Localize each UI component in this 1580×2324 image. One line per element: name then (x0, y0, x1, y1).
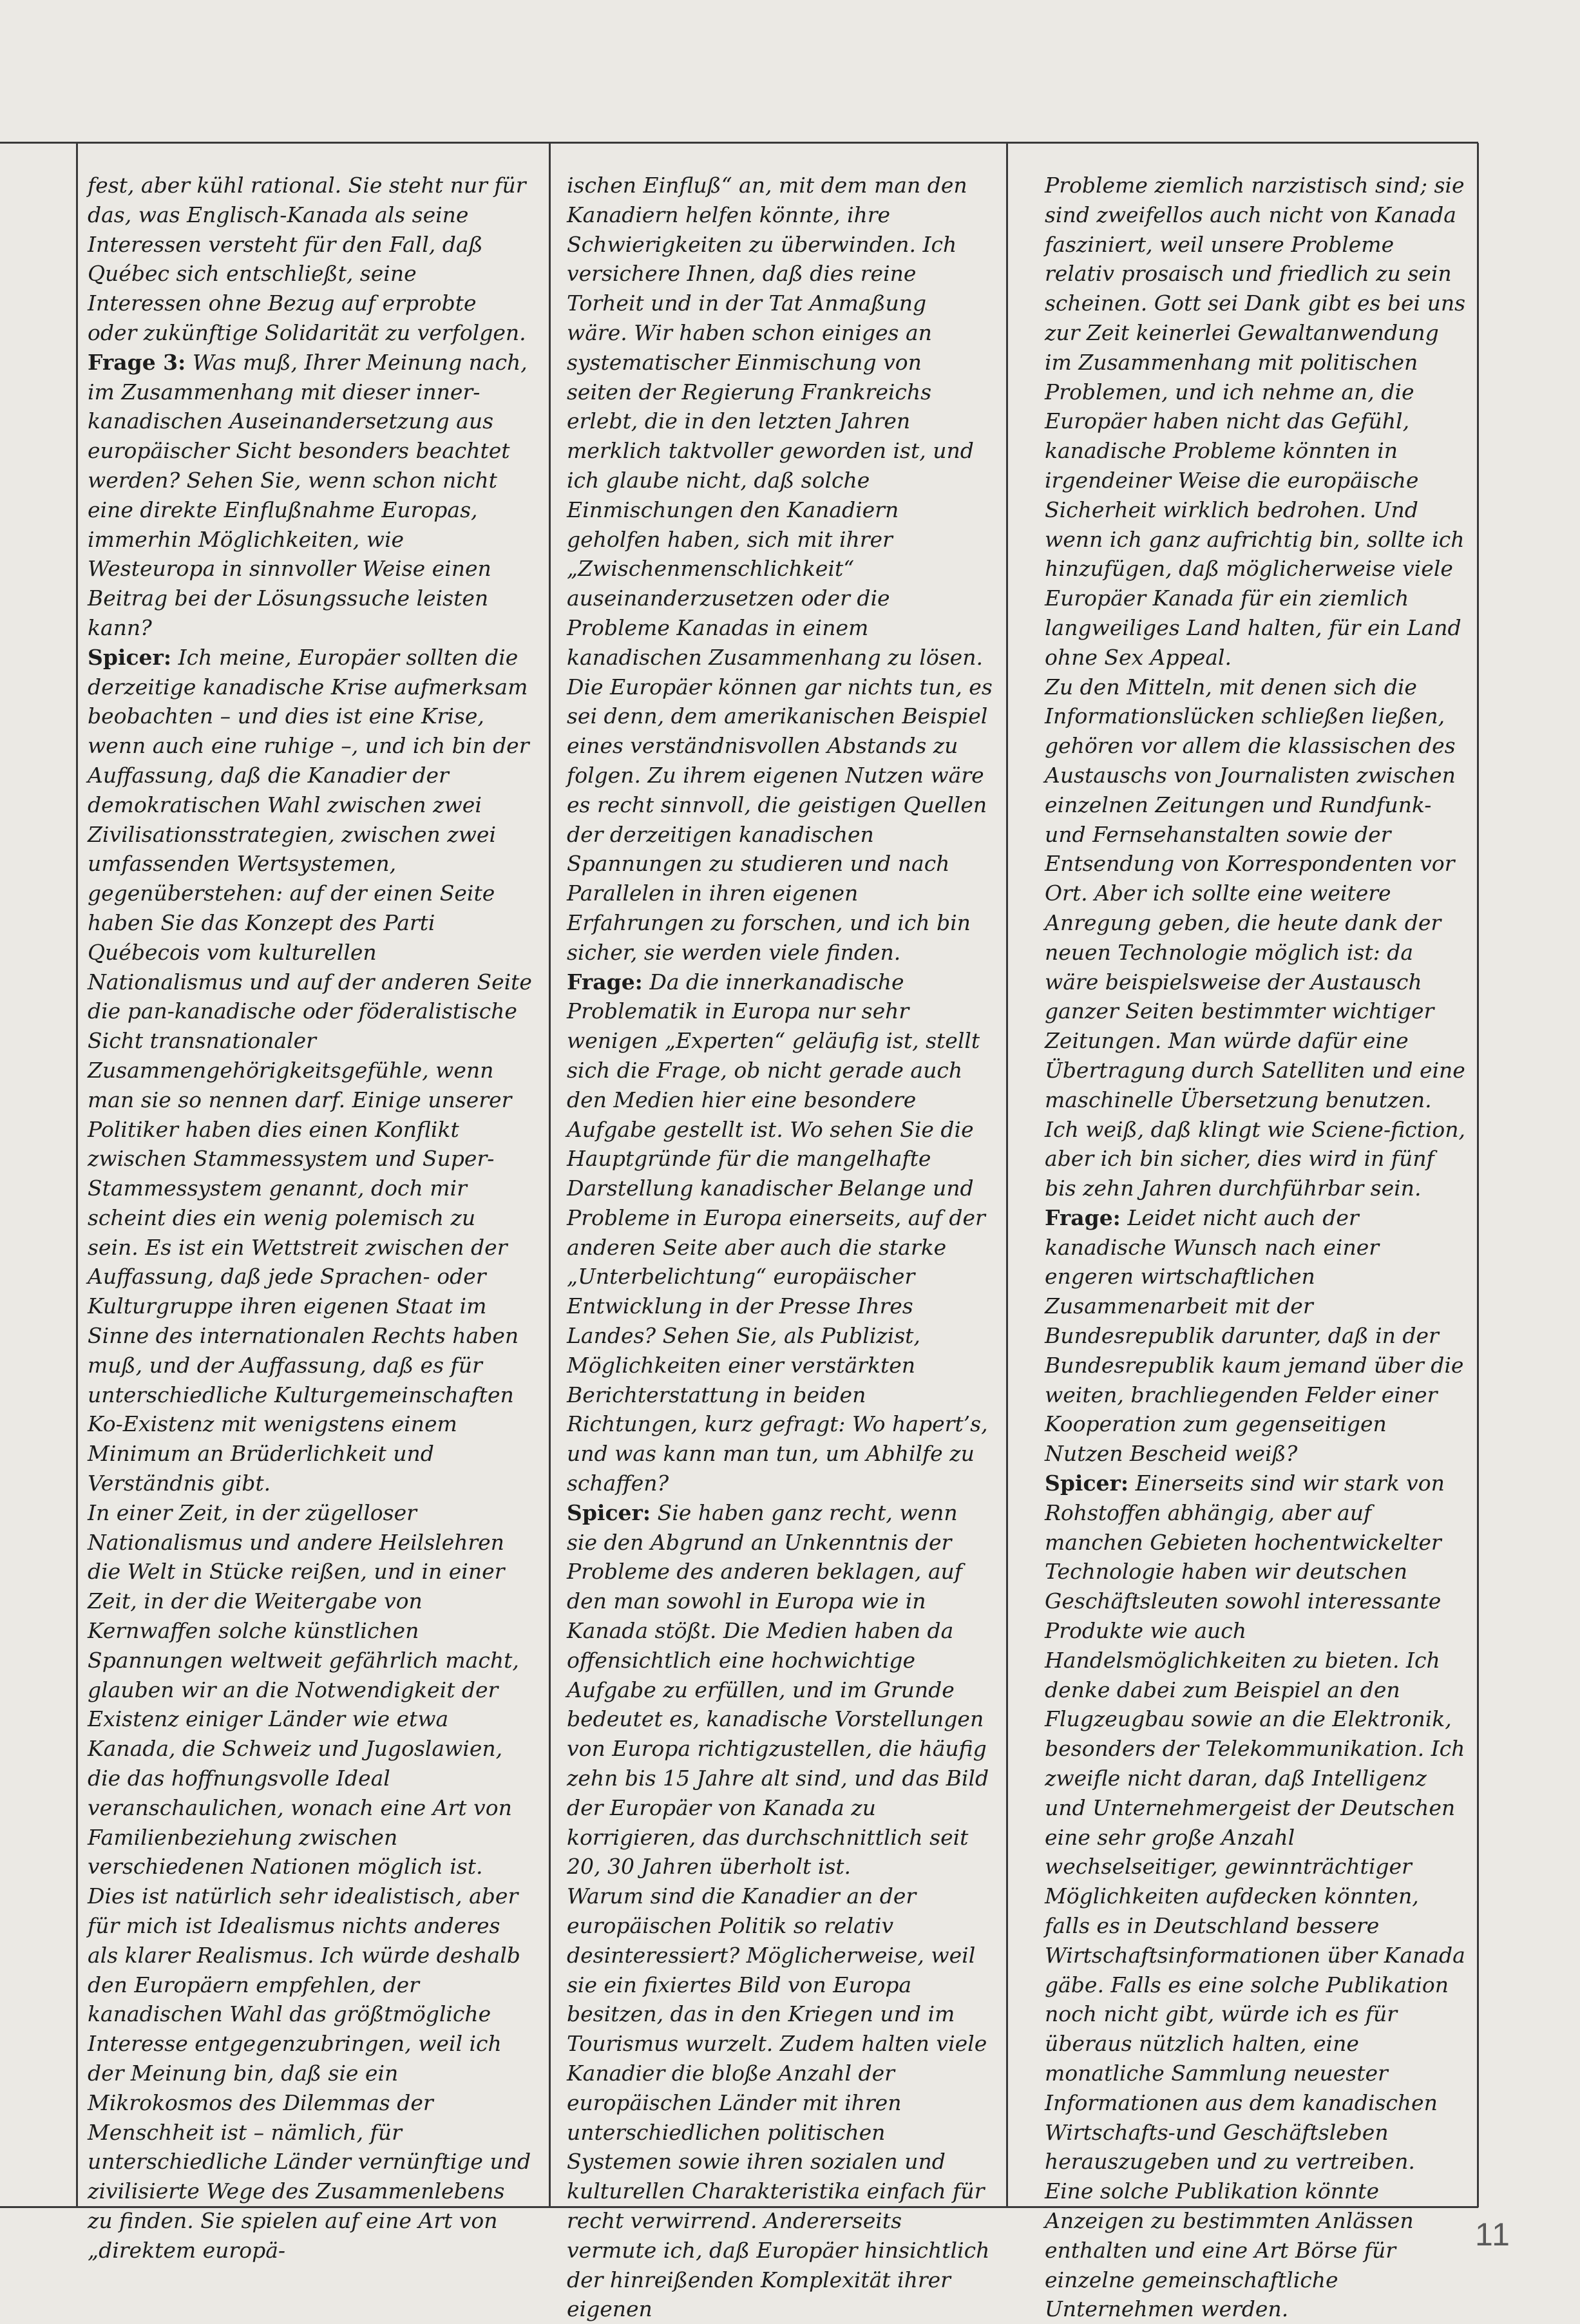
paragraph (567, 1881, 993, 2324)
paragraph-text: Leidet nicht auch der kanadische Wunsch nach einer engeren wirtschaftlichen Zusammenarbeit mit der Bundesrepublik darunter, daß in der Bundesrepublik kaum jemand über die weiten, brachliegenden Felder einer Kooperation zum gegenseitigen Nutzen Bescheid weiß? (1045, 1205, 1464, 1467)
speaker-label: Spicer: (567, 1500, 651, 1525)
paragraph (88, 1498, 532, 1881)
text-column-1 (88, 171, 532, 2265)
speaker-label: Frage: (567, 969, 643, 995)
paragraph-text: fest, aber kühl rational. Sie steht nur für das, was Englisch-Kanada als seine Interessen versteht für den Fall, daß Québec sich entschließt, seine Interessen ohne Bezug auf erprobte oder zukünftige Solidarität zu verfolgen. (88, 173, 526, 345)
paragraph (88, 348, 532, 643)
paragraph (567, 171, 993, 967)
paragraph-text: In einer Zeit, in der zügelloser Nationalismus und andere Heilslehren die Welt in Stücke reißen, und in einer Zeit, in der die Weitergabe von Kernwaffen solche künstlichen Spannungen weltweit gefährlich macht, glauben wir an die Notwendigkeit der Existenz einiger Länder wie etwa Kanada, die Schweiz und Jugoslawien, die das hoffnungsvolle Ideal veranschaulichen, wonach eine Art von Familienbeziehung zwischen verschiedenen Nationen möglich ist. (88, 1500, 519, 1880)
paragraph-text: Warum sind die Kanadier an der europäischen Politik so relativ desinteressiert? Möglicherweise, weil sie ein fixiertes Bild von Europa besitzen, das in den Kriegen und im Tourismus wurzelt. Zudem halten viele Kanadier die bloße Anzahl der europäischen Länder mit ihren unterschiedlichen politischen Systemen sowie ihren sozialen und kulturellen Charakteristika einfach für recht verwirrend. Andererseits vermute ich, daß Europäer hinsichtlich der hinreißenden Komplexität ihrer eigenen (567, 1883, 990, 2322)
paragraph (1045, 1469, 1467, 2324)
paragraph-text: Da die innerkanadische Problematik in Europa nur sehr wenigen „Experten“ geläufig ist, stellt sich die Frage, ob nicht gerade auch den Medien hier eine besondere Aufgabe gestellt ist. Wo sehen Sie die Hauptgründe für die mangelhafte Darstellung kanadischer Belange und Probleme in Europa einerseits, auf der anderen Seite aber auch die starke „Unterbelichtung“ europäischer Entwicklung in der Presse Ihres Landes? Sehen Sie, als Publizist, Möglichkeiten einer verstärkten Berichterstattung in beiden Richtungen, kurz gefragt: Wo hapert’s, und was kann man tun, um Abhilfe zu schaffen? (567, 969, 988, 1496)
speaker-label: Spicer: (88, 644, 172, 670)
paragraph-text: Was muß, Ihrer Meinung nach, im Zusammenhang mit dieser inner-kanadischen Auseinandersetzung aus europäischer Sicht besonders beachtet werden? Sehen Sie, wenn schon nicht eine direkte Einflußnahme Europas, immerhin Möglichkeiten, wie Westeuropa in sinnvoller Weise einen Beitrag bei der Lösungssuche leisten kann? (88, 349, 528, 640)
paragraph (567, 967, 993, 1498)
page-number: 11 (1475, 2216, 1511, 2253)
column-divider-right (1477, 143, 1479, 2207)
paragraph (1045, 171, 1467, 672)
top-rule (0, 142, 1478, 144)
paragraph-text: Ich meine, Europäer sollten die derzeitige kanadische Krise aufmerksam beobachten – und dies ist eine Krise, wenn auch eine ruhige –, und ich bin der Auffassung, daß die Kanadier der demokratischen Wahl zwischen zwei Zivilisationsstrategien, zwischen zwei umfassenden Wertsystemen, gegenüberstehen: auf der einen Seite haben Sie das Konzept des Parti Québecois vom kulturellen Nationalismus und auf der anderen Seite die pan-kanadische oder föderalistische Sicht transnationaler Zusammengehörigkeitsgefühle, wenn man sie so nennen darf. Einige unserer Politiker haben dies einen Konflikt zwischen Stammessystem und Super-Stammessystem genannt, doch mir scheint dies ein wenig polemisch zu sein. Es ist ein Wettstreit zwischen der Auffassung, daß jede Sprachen- oder Kulturgruppe ihren eigenen Staat im Sinne des internationalen Rechts haben muß, und der Auffassung, daß es für unterschiedliche Kulturgemeinschaften Ko-Existenz mit wenigstens einem Minimum an Brüderlichkeit und Verständnis gibt. (88, 644, 532, 1496)
paragraph (88, 1881, 532, 2265)
paragraph-text: Zu den Mitteln, mit denen sich die Informationslücken schließen ließen, gehören vor allem die klassischen des Austauschs von Journalisten zwischen einzelnen Zeitungen und Rundfunk- und Fernsehanstalten sowie der Entsendung von Korrespondenten vor Ort. Aber ich sollte eine weitere Anregung geben, die heute dank der neuen Technologie möglich ist: da wäre beispielsweise der Austausch ganzer Seiten bestimmter wichtiger Zeitungen. Man würde dafür eine Übertragung durch Satelliten und eine maschinelle Übersetzung benutzen. Ich weiß, daß klingt wie Sciene-fiction, aber ich bin sicher, dies wird in fünf bis zehn Jahren durchführbar sein. (1045, 674, 1466, 1201)
paragraph-text: Probleme ziemlich narzistisch sind; sie sind zweifellos auch nicht von Kanada fasziniert, weil unsere Probleme relativ prosaisch und friedlich zu sein scheinen. Gott sei Dank gibt es bei uns zur Zeit keinerlei Gewaltanwendung im Zusammenhang mit politischen Problemen, und ich nehme an, die Europäer haben nicht das Gefühl, kanadische Probleme könnten in irgendeiner Weise die europäische Sicherheit wirklich bedrohen. Und wenn ich ganz aufrichtig bin, sollte ich hinzufügen, daß möglicherweise viele Europäer Kanada für ein ziemlich langweiliges Land halten, für ein Land ohne Sex Appeal. (1045, 173, 1466, 670)
text-column-2 (567, 171, 993, 2324)
speaker-label: Frage 3: (88, 349, 186, 375)
paragraph-text: Sie haben ganz recht, wenn sie den Abgrund an Unkenntnis der Probleme des anderen beklagen, auf den man sowohl in Europa wie in Kanada stößt. Die Medien haben da offensichtlich eine hochwichtige Aufgabe zu erfüllen, und im Grunde bedeutet es, kanadische Vorstellungen von Europa richtigzustellen, die häufig zehn bis 15 Jahre alt sind, und das Bild der Europäer von Kanada zu korrigieren, das durchschnittlich seit 20, 30 Jahren überholt ist. (567, 1500, 989, 1880)
speaker-label: Spicer: (1045, 1471, 1129, 1496)
column-divider-1 (549, 143, 551, 2207)
paragraph (1045, 1203, 1467, 1469)
paragraph (88, 643, 532, 1498)
paragraph-text: Dies ist natürlich sehr idealistisch, aber für mich ist Idealismus nichts anderes als klarer Realismus. Ich würde deshalb den Europäern empfehlen, der kanadischen Wahl das größtmögliche Interesse entgegenzubringen, weil ich der Meinung bin, daß sie ein Mikrokosmos des Dilemmas der Menschheit ist – nämlich, für unterschiedliche Länder vernünftige und zivilisierte Wege des Zusammenlebens zu finden. Sie spielen auf eine Art von „direktem europä- (88, 1883, 531, 2263)
text-column-3 (1045, 171, 1467, 2324)
column-divider-left (76, 143, 78, 2207)
speaker-label: Frage: (1045, 1205, 1121, 1230)
column-divider-2 (1006, 143, 1008, 2207)
paragraph (567, 1498, 993, 1881)
paragraph (88, 171, 532, 348)
paragraph-text: ischen Einfluß“ an, mit dem man den Kanadiern helfen könnte, ihre Schwierigkeiten zu überwinden. Ich versichere Ihnen, daß dies reine Torheit und in der Tat Anmaßung wäre. Wir haben schon einiges an systematischer Einmischung von seiten der Regierung Frankreichs erlebt, die in den letzten Jahren merklich taktvoller geworden ist, und ich glaube nicht, daß solche Einmischungen den Kanadiern geholfen haben, sich mit ihrer „Zwischenmenschlichkeit“ auseinanderzusetzen oder die Probleme Kanadas in einem kanadischen Zusammenhang zu lösen. Die Europäer können gar nichts tun, es sei denn, dem amerikanischen Beispiel eines verständnisvollen Abstands zu folgen. Zu ihrem eigenen Nutzen wäre es recht sinnvoll, die geistigen Quellen der derzeitigen kanadischen Spannungen zu studieren und nach Parallelen in ihren eigenen Erfahrungen zu forschen, und ich bin sicher, sie werden viele finden. (567, 173, 993, 965)
paragraph (1045, 672, 1467, 1203)
paragraph-text: Einerseits sind wir stark von Rohstoffen abhängig, aber auf manchen Gebieten hochentwickelter Technologie haben wir deutschen Geschäftsleuten sowohl interessante Produkte wie auch Handelsmöglichkeiten zu bieten. Ich denke dabei zum Beispiel an den Flugzeugbau sowie an die Elektronik, besonders der Telekommunikation. Ich zweifle nicht daran, daß Intelligenz und Unternehmergeist der Deutschen eine sehr große Anzahl wechselseitiger, gewinnträchtiger Möglichkeiten aufdecken könnten, falls es in Deutschland bessere Wirtschaftsinformationen über Kanada gäbe. Falls es eine solche Publikation noch nicht gibt, würde ich es für überaus nützlich halten, eine monatliche Sammlung neuester Informationen aus dem kanadischen Wirtschafts-und Geschäftsleben herauszugeben und zu vertreiben. Eine solche Publikation könnte Anzeigen zu bestimmten Anlässen enthalten und eine Art Börse für einzelne gemeinschaftliche Unternehmen werden. (1045, 1471, 1465, 2322)
